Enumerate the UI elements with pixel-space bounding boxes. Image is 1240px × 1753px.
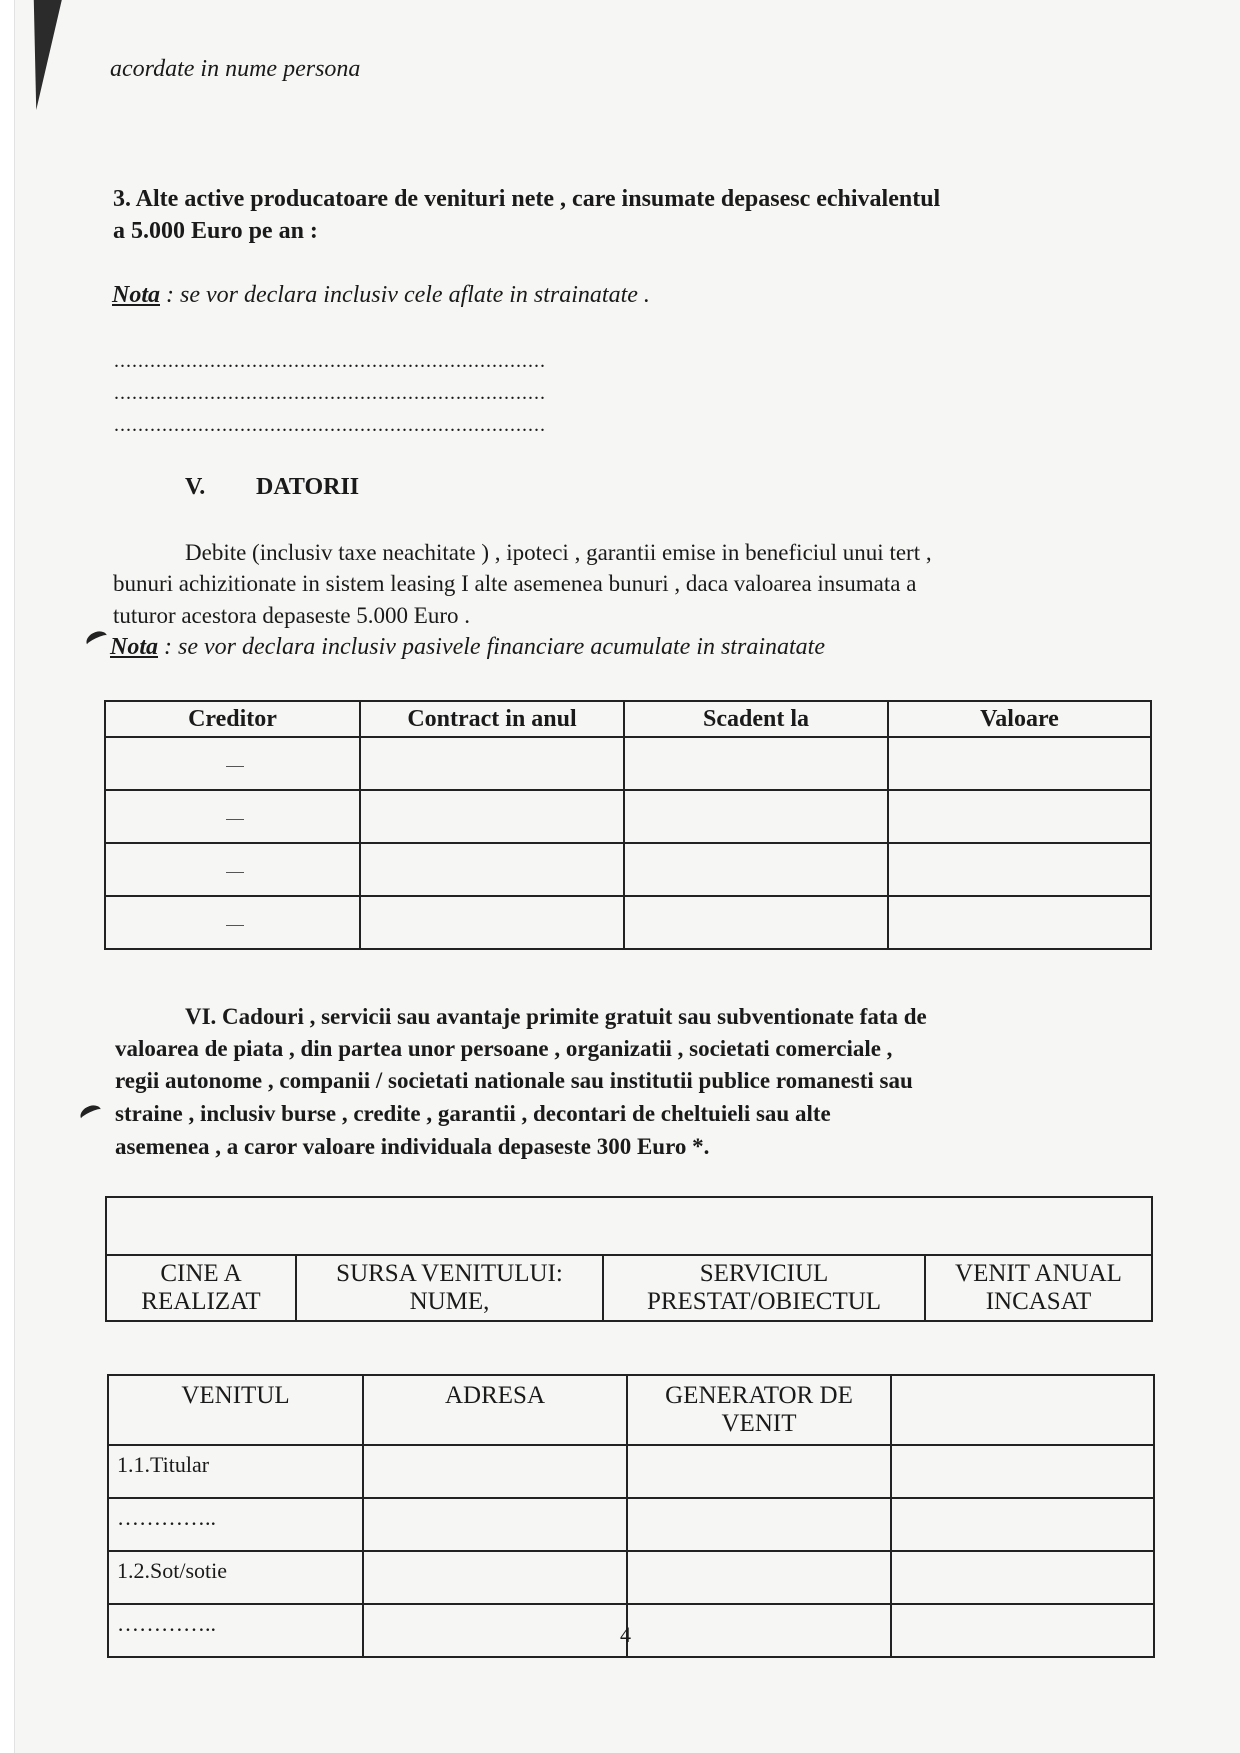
- sectionV-note: [110, 634, 825, 661]
- table-cell: [105, 896, 360, 949]
- gifts-table-blank-header: [106, 1197, 1152, 1255]
- table-cell: [624, 790, 888, 843]
- table-cell: [888, 843, 1151, 896]
- table-cell: [360, 896, 624, 949]
- table-row: [108, 1551, 1154, 1604]
- table-cell: [363, 1604, 627, 1657]
- table-row: [105, 896, 1151, 949]
- table-cell: [360, 843, 624, 896]
- sectionVI-line2: valoarea de piata , din partea unor persoane , organizatii , societati comerciale ,: [115, 1036, 893, 1061]
- section3-title-line1: 3. Alte active producatoare de venituri nete , care insumate depasesc echivalentul: [113, 186, 941, 212]
- dash-mark: [226, 925, 244, 926]
- section3-title-line2: a 5.000 Euro pe an :: [113, 218, 318, 244]
- debts-header-creditor: Creditor: [105, 701, 360, 737]
- scan-pen-mark-2: [78, 1102, 105, 1126]
- table-cell: [888, 896, 1151, 949]
- gifts-table: [105, 1196, 1153, 1322]
- table-row: [108, 1498, 1154, 1551]
- section3-dotted-line-1: ........................................................................: [114, 350, 546, 372]
- table-cell: [627, 1604, 891, 1657]
- income-header-blank: [891, 1375, 1154, 1445]
- table-cell: [891, 1604, 1154, 1657]
- table-cell: [888, 790, 1151, 843]
- table-cell: [105, 737, 360, 790]
- income-header-adresa: [363, 1375, 627, 1445]
- table-cell: [360, 790, 624, 843]
- section3-dotted-line-2: ........................................................................: [114, 382, 546, 404]
- income-table: [107, 1374, 1155, 1658]
- debts-header-valoare: Valoare: [888, 701, 1151, 737]
- debts-header-scadent: Scadent la: [624, 701, 888, 737]
- table-row: [108, 1445, 1154, 1498]
- gifts-header-serviciul-l1: SERVICIUL: [699, 1260, 829, 1287]
- dash-mark: [226, 766, 244, 767]
- table-cell: [624, 737, 888, 790]
- gifts-header-venit: [925, 1255, 1152, 1321]
- table-row: [105, 843, 1151, 896]
- dash-mark: [226, 819, 244, 820]
- scan-pen-mark-1: [84, 628, 111, 652]
- debts-header-contract: Contract in anul: [360, 701, 624, 737]
- table-cell: [627, 1551, 891, 1604]
- table-cell: [363, 1445, 627, 1498]
- sectionV-heading: DATORII: [256, 474, 360, 500]
- gifts-header-cine-l2: REALIZAT: [141, 1288, 261, 1315]
- table-row: [108, 1604, 1154, 1657]
- scan-corner-shadow: [22, 0, 62, 110]
- sectionV-note-text: : se vor declara inclusiv pasivele financiare acumulate in strainatate: [158, 634, 825, 660]
- income-header-adresa-l1: ADRESA: [444, 1382, 545, 1409]
- table-row: [105, 737, 1151, 790]
- income-header-venitul-l1: VENITUL: [181, 1382, 290, 1409]
- income-row-label: 1.1.Titular: [108, 1445, 363, 1498]
- gifts-header-serviciul: [603, 1255, 925, 1321]
- gifts-header-venit-l2: INCASAT: [985, 1288, 1092, 1315]
- table-cell: [624, 896, 888, 949]
- table-cell: [891, 1498, 1154, 1551]
- scan-page-edge: [0, 0, 15, 1753]
- income-row-label: …………..: [108, 1604, 363, 1657]
- sectionVI-line1: VI. Cadouri , servicii sau avantaje primite gratuit sau subventionate fata de: [185, 1004, 927, 1029]
- gifts-header-venit-l1: VENIT ANUAL: [955, 1260, 1122, 1287]
- table-cell: [624, 843, 888, 896]
- gifts-header-serviciul-l2: PRESTAT/OBIECTUL: [646, 1288, 882, 1315]
- income-row-label: 1.2.Sot/sotie: [108, 1551, 363, 1604]
- page-number: 4: [620, 1622, 631, 1647]
- debts-table: [104, 700, 1152, 950]
- table-cell: [105, 790, 360, 843]
- income-header-generator: [627, 1375, 891, 1445]
- income-header-venitul: [108, 1375, 363, 1445]
- income-row-label: …………..: [108, 1498, 363, 1551]
- dash-mark: [226, 872, 244, 873]
- table-cell: [891, 1445, 1154, 1498]
- table-cell: [627, 1498, 891, 1551]
- income-header-generator-l1: GENERATOR DE: [665, 1382, 853, 1409]
- sectionV-paragraph-line1: Debite (inclusiv taxe neachitate ) , ipoteci , garantii emise in beneficiul unui tert ,: [185, 540, 932, 565]
- section3-note-label: Nota: [112, 282, 160, 308]
- table-cell: [888, 737, 1151, 790]
- header-fragment: acordate in nume persona: [110, 56, 361, 82]
- sectionV-note-label: Nota: [110, 634, 158, 660]
- section3-note: [112, 282, 650, 309]
- sectionV-roman: V.: [185, 474, 206, 500]
- table-cell: [105, 843, 360, 896]
- table-row: [105, 790, 1151, 843]
- table-cell: [891, 1551, 1154, 1604]
- table-cell: [363, 1551, 627, 1604]
- section3-dotted-line-3: ........................................................................: [114, 414, 546, 436]
- section3-note-text: : se vor declara inclusiv cele aflate in strainatate .: [160, 282, 650, 308]
- gifts-header-cine-l1: CINE A: [160, 1260, 242, 1287]
- gifts-header-sursa: [296, 1255, 603, 1321]
- sectionVI-line3: regii autonome , companii / societati nationale sau institutii publice romanesti sau: [115, 1068, 913, 1093]
- table-cell: [363, 1498, 627, 1551]
- sectionVI-line4: straine , inclusiv burse , credite , garantii , decontari de cheltuieli sau alte: [115, 1101, 831, 1126]
- gifts-header-cine: [106, 1255, 296, 1321]
- sectionVI-line5: asemenea , a caror valoare individuala depaseste 300 Euro *.: [115, 1134, 710, 1159]
- income-header-generator-l2: VENIT: [721, 1410, 797, 1437]
- sectionV-paragraph-line2: bunuri achizitionate in sistem leasing I alte asemenea bunuri , daca valoarea insumata a: [113, 571, 917, 596]
- table-cell: [627, 1445, 891, 1498]
- sectionV-paragraph-line3: tuturor acestora depaseste 5.000 Euro .: [113, 603, 471, 628]
- table-cell: [360, 737, 624, 790]
- gifts-header-sursa-l1: SURSA VENITULUI:: [336, 1260, 563, 1287]
- gifts-header-sursa-l2: NUME,: [409, 1288, 490, 1315]
